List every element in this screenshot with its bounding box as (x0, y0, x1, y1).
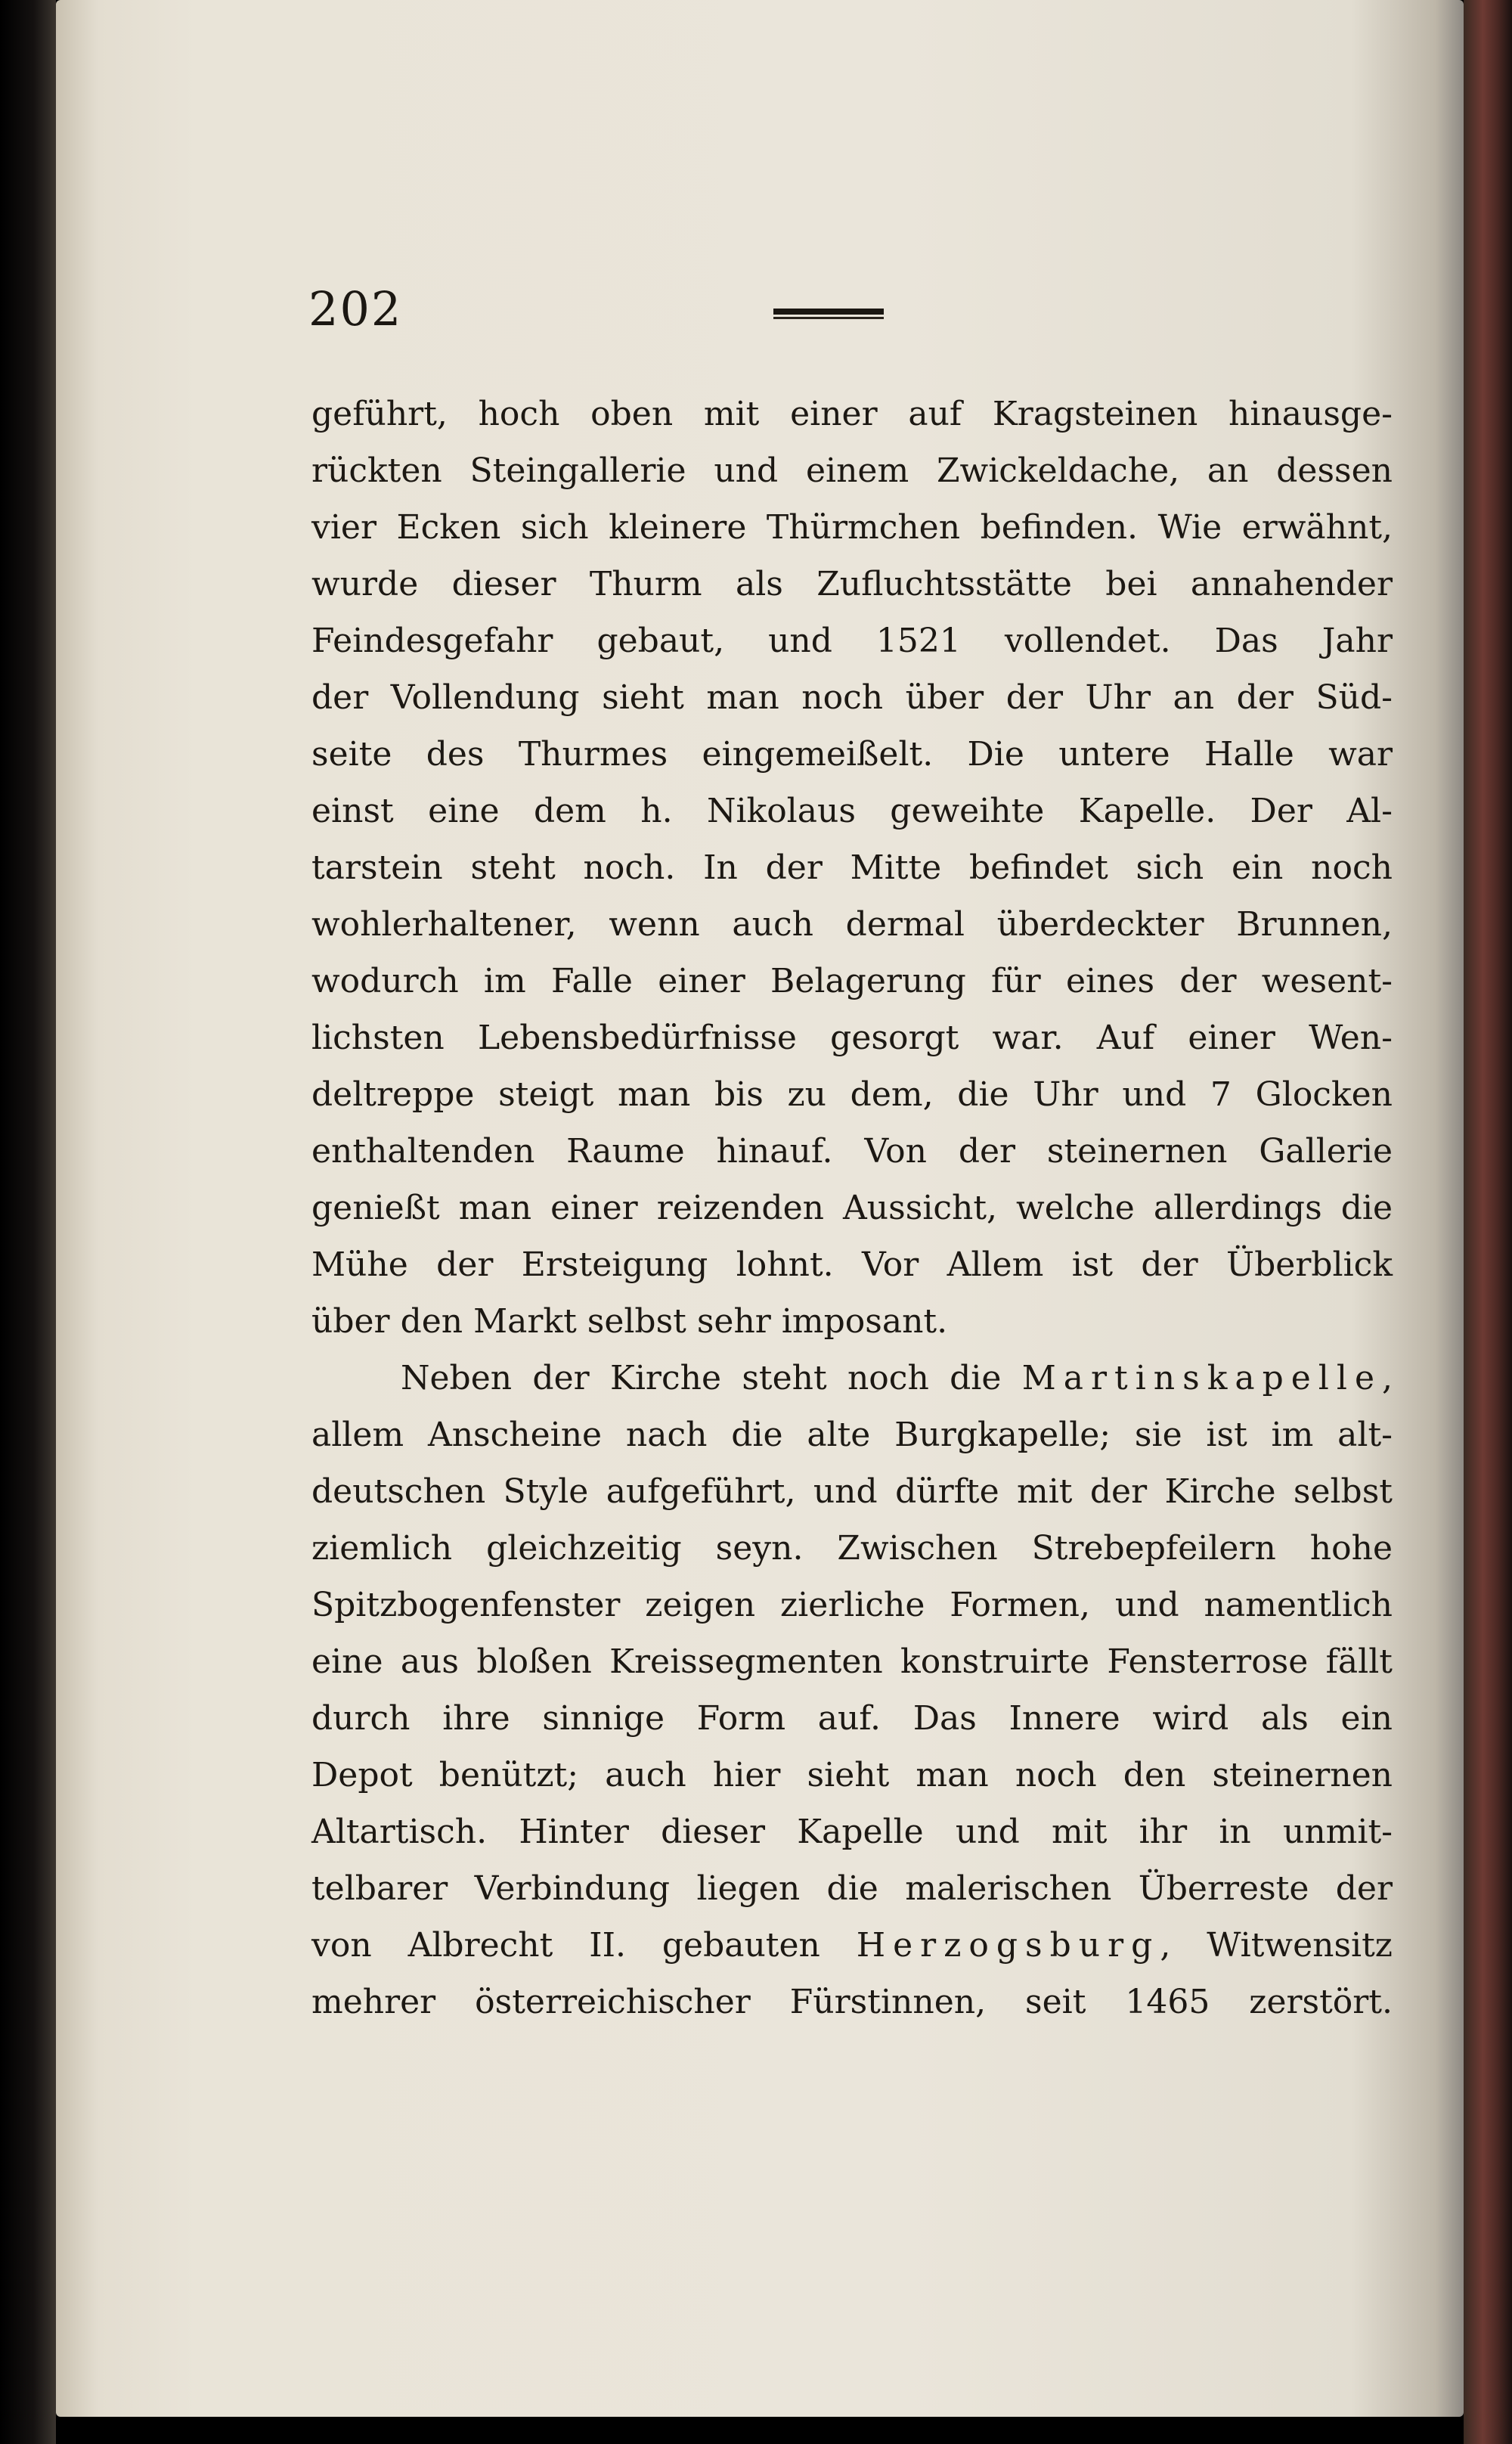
text-line: Altartisch. Hinter dieser Kapelle und mit ihr in unmit- (311, 1813, 1393, 1851)
text-line: eine aus bloßen Kreissegmenten konstruirte Fensterrose fällt (311, 1642, 1393, 1681)
text-line: deutschen Style aufgeführt, und dürfte mit der Kirche selbst (311, 1472, 1393, 1511)
text-fragment: , (1382, 1359, 1393, 1397)
text-line: genießt man einer reizenden Aussicht, welche allerdings die (311, 1189, 1393, 1227)
text-line: durch ihre sinnige Form auf. Das Innere wird als ein (311, 1699, 1393, 1738)
text-line: tarstein steht noch. In der Mitte befindet sich ein noch (311, 848, 1393, 887)
header-ornament-rule (773, 309, 884, 321)
text-fragment: , Witwensitz (1160, 1926, 1393, 1965)
text-line: der Vollendung sieht man noch über der Uhr an der Süd- (311, 678, 1393, 717)
text-line: mehrer österreichischer Fürstinnen, seit 1465 zerstört. (311, 1983, 1393, 2021)
body-text (311, 386, 1393, 2030)
text-line: seite des Thurmes eingemeißelt. Die untere Halle war (311, 735, 1393, 774)
text-line: geführt, hoch oben mit einer auf Kragsteinen hinausge- (311, 395, 1393, 433)
text-line: allem Anscheine nach die alte Burgkapelle; sie ist im alt- (311, 1416, 1393, 1454)
text-fragment: von Albrecht II. gebauten (311, 1926, 857, 1965)
text-line: lichsten Lebensbedürfnisse gesorgt war. Auf einer Wen- (311, 1019, 1393, 1057)
text-line: ziemlich gleichzeitig seyn. Zwischen Strebepfeilern hohe (311, 1529, 1393, 1568)
text-line: deltreppe steigt man bis zu dem, die Uhr und 7 Glocken (311, 1075, 1393, 1114)
binding-shadow (0, 0, 56, 2444)
text-line (311, 1917, 1393, 1974)
text-line: wohlerhaltener, wenn auch dermal überdeckter Brunnen, (311, 905, 1393, 944)
text-line-paragraph-start (311, 1350, 1393, 1407)
text-line: über den Markt selbst sehr imposant. (311, 1302, 948, 1341)
text-line: telbarer Verbindung liegen die malerischen Überreste der (311, 1869, 1393, 1908)
spaced-name-martinskapelle: Martinskapelle (1021, 1359, 1382, 1397)
text-line: enthaltenden Raume hinauf. Von der steinernen Gallerie (311, 1132, 1393, 1171)
text-line: Mühe der Ersteigung lohnt. Vor Allem ist der Überblick (311, 1245, 1393, 1284)
text-line: Spitzbogenfenster zeigen zierliche Formen, und namentlich (311, 1586, 1393, 1624)
book-cover-edge (1464, 0, 1512, 2444)
text-fragment: Neben der Kirche steht noch die (401, 1359, 1022, 1397)
text-line: vier Ecken sich kleinere Thürmchen befinden. Wie erwähnt, (311, 508, 1393, 547)
text-line: Feindesgefahr gebaut, und 1521 vollendet. Das Jahr (311, 622, 1393, 660)
text-line: Depot benützt; auch hier sieht man noch den steinernen (311, 1756, 1393, 1794)
text-line: einst eine dem h. Nikolaus geweihte Kapelle. Der Al- (311, 792, 1393, 830)
text-line: wurde dieser Thurm als Zufluchtsstätte bei annahender (311, 565, 1393, 603)
page-number: 202 (308, 281, 403, 337)
page-header (308, 281, 1397, 349)
text-line: wodurch im Falle einer Belagerung für eines der wesent- (311, 962, 1393, 1000)
text-line: rückten Steingallerie und einem Zwickeldache, an dessen (311, 451, 1393, 490)
spaced-name-herzogsburg: Herzogsburg (856, 1926, 1160, 1965)
